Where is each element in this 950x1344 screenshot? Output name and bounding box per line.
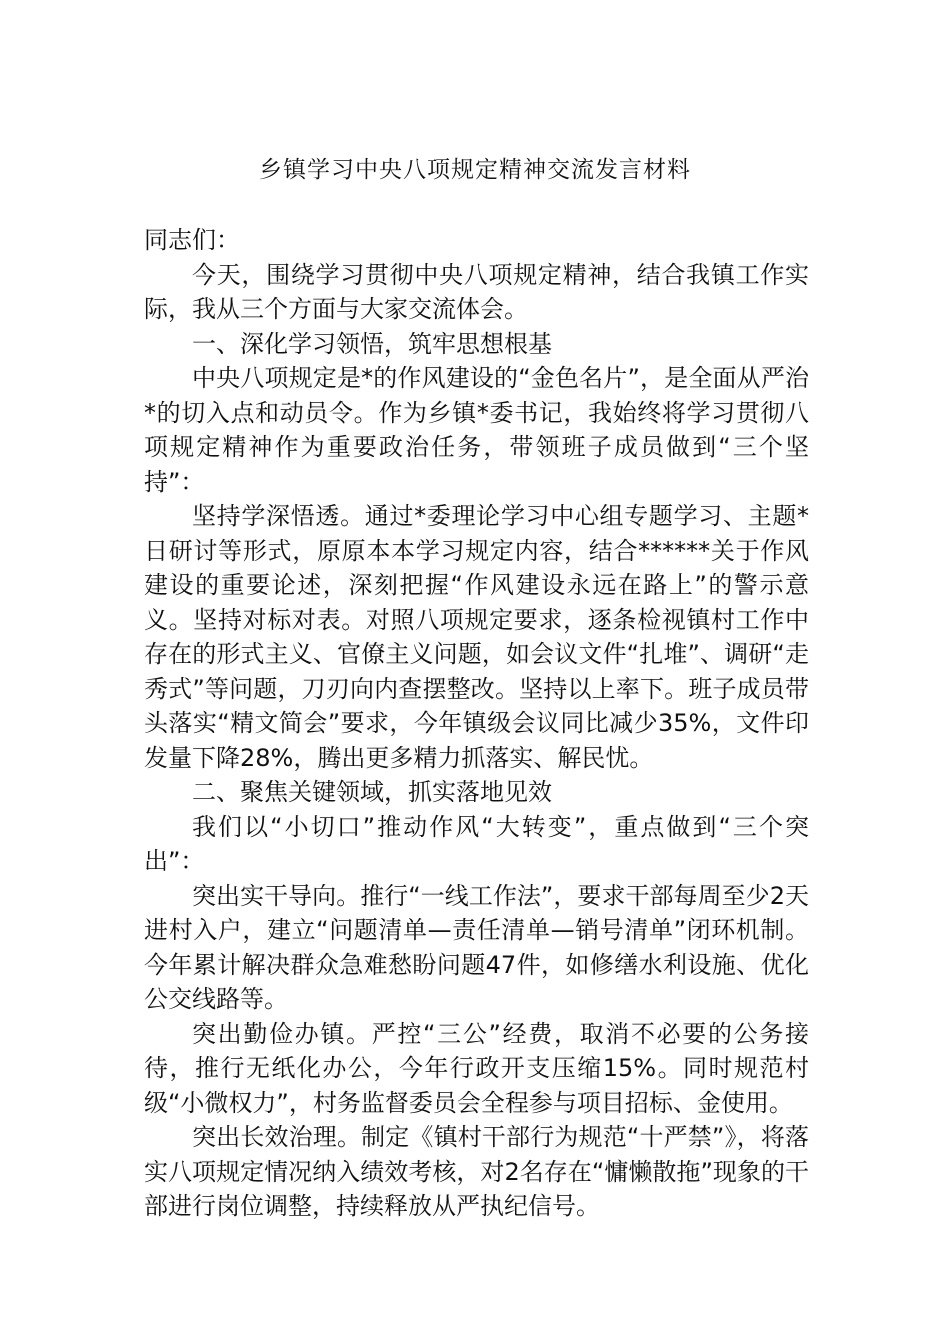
section-heading-1: 一、深化学习领悟，筑牢思想根基 xyxy=(192,329,552,358)
paragraph: 突出勤俭办镇。严控“三公”经费，取消不必要的公务接待，推行无纸化办公，今年行政开支压缩15%。同时规范村级“小微权力”，村务监督委员会全程参与项目招标、金使用。 xyxy=(144,1019,809,1117)
paragraph: 我们以“小切口”推动作风“大转变”，重点做到“三个突出”： xyxy=(144,812,809,875)
document-title: 乡镇学习中央八项规定精神交流发言材料 xyxy=(259,157,691,183)
paragraph: 坚持学深悟透。通过*委理论学习中心组专题学习、主题*日研讨等形式，原原本本学习规定内容，结合******关于作风建设的重要论述，深刻把握“作风建设永远在路上”的警示意义。坚持对标对表。对照八项规定要求，逐条检视镇村工作中存在的形式主义、官僚主义问题，如会议文件“扎堆”、调研“走秀式”等问题，刀刃向内查摆整改。坚持以上率下。班子成员带头落实“精文简会”要求，今年镇级会议同比减少35%，文件印发量下降28%，腾出更多精力抓落实、解民忧。 xyxy=(144,502,809,772)
section-heading-2: 二、聚焦关键领域，抓实落地见效 xyxy=(192,778,552,806)
paragraph: 突出实干导向。推行“一线工作法”，要求干部每周至少2天进村入户，建立“问题清单—责任清单—销号清单”闭环机制。今年累计解决群众急难愁盼问题47件，如修缮水利设施、优化公交线路等。 xyxy=(144,881,809,1013)
paragraph-intro: 今天，围绕学习贯彻中央八项规定精神，结合我镇工作实际，我从三个方面与大家交流体会。 xyxy=(144,260,809,323)
paragraph: 突出长效治理。制定《镇村干部行为规范“十严禁”》，将落实八项规定情况纳入绩效考核，对2名存在“慵懒散拖”现象的干部进行岗位调整，持续释放从严执纪信号。 xyxy=(144,1123,809,1220)
greeting: 同志们： xyxy=(144,226,240,254)
document-body xyxy=(144,223,809,1224)
paragraph: 中央八项规定是*的作风建设的“金色名片”，是全面从严治*的切入点和动员令。作为乡镇*委书记，我始终将学习贯彻八项规定精神作为重要政治任务，带领班子成员做到“三个坚持”： xyxy=(144,364,809,496)
